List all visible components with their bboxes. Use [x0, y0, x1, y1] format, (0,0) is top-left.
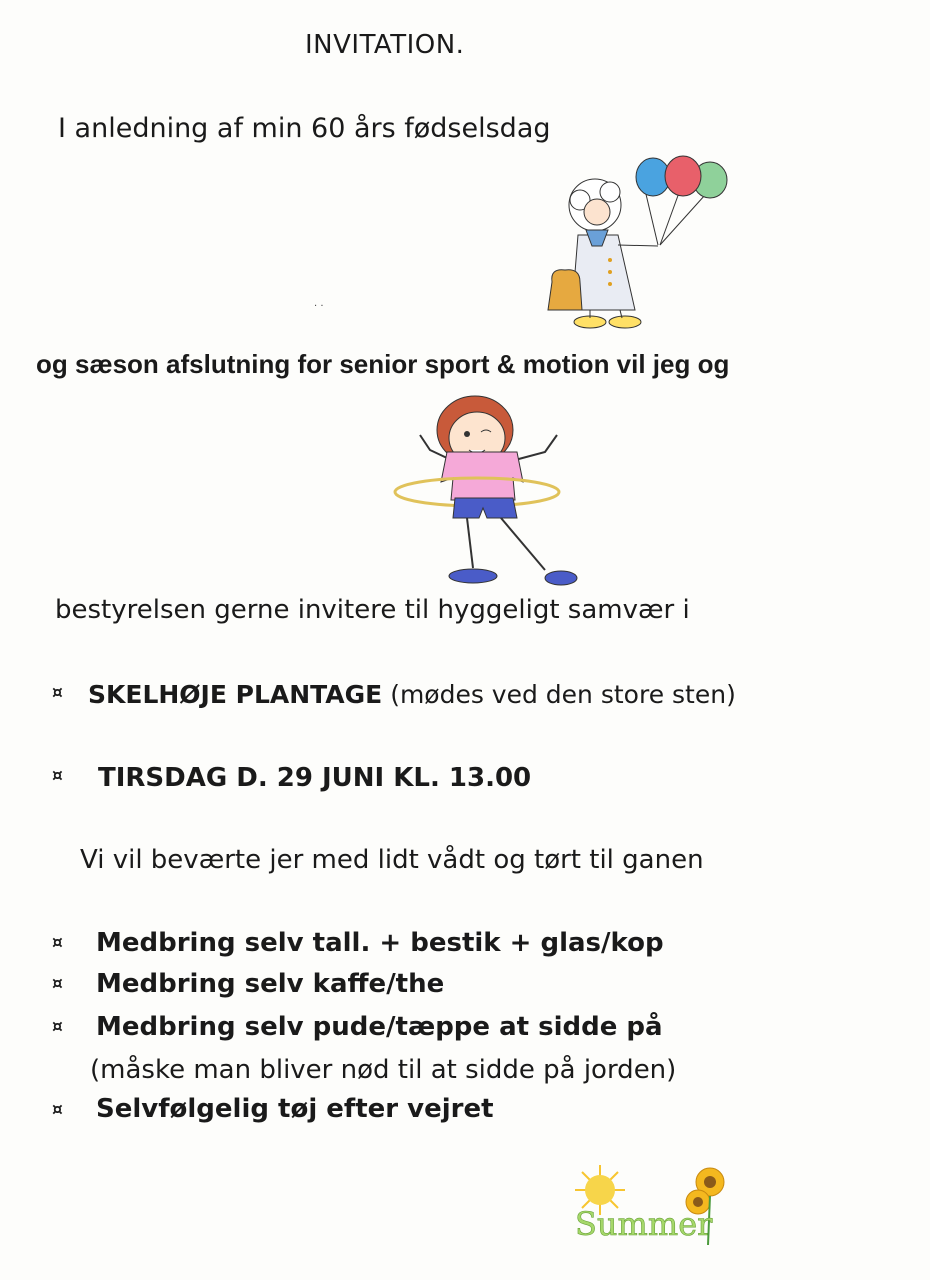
refreshments-text: Vi vil beværte jer med lidt vådt og tørt til ganen — [80, 845, 704, 875]
list-item: Medbring selv tall. + bestik + glas/kop — [96, 928, 664, 958]
bullet-marker: ¤ — [52, 933, 63, 953]
location-name: SKELHØJE PLANTAGE — [88, 680, 383, 709]
location-item — [88, 680, 736, 709]
list-item: Medbring selv kaffe/the — [96, 969, 445, 999]
bullet-marker: ¤ — [52, 974, 63, 994]
bullet-marker: ¤ — [52, 1100, 63, 1120]
list-item-note: (måske man bliver nød til at sidde på jorden) — [90, 1055, 677, 1085]
bullet-marker: ¤ — [52, 766, 63, 786]
summer-logo-text: Summer — [575, 1205, 713, 1243]
invite-text: bestyrelsen gerne invitere til hyggeligt samvær i — [55, 595, 690, 625]
invitation-title: INVITATION. — [305, 30, 465, 60]
speck-marks: . . — [314, 298, 324, 309]
season-text: og sæson afslutning for senior sport & motion vil jeg og — [36, 349, 730, 379]
list-item: Medbring selv pude/tæppe at sidde på — [96, 1012, 663, 1042]
bullet-marker: ¤ — [52, 1017, 63, 1037]
list-item: Selvfølgelig tøj efter vejret — [96, 1094, 494, 1124]
grandma-balloons-illustration — [540, 150, 740, 340]
date-time-item: TIRSDAG D. 29 JUNI KL. 13.00 — [98, 763, 532, 793]
girl-hula-hoop-illustration — [385, 390, 585, 595]
intro-text: I anledning af min 60 års fødselsdag — [58, 113, 551, 144]
summer-sun-flower-logo — [570, 1160, 740, 1255]
bullet-marker: ¤ — [52, 683, 63, 703]
location-note: (mødes ved den store sten) — [390, 680, 736, 709]
